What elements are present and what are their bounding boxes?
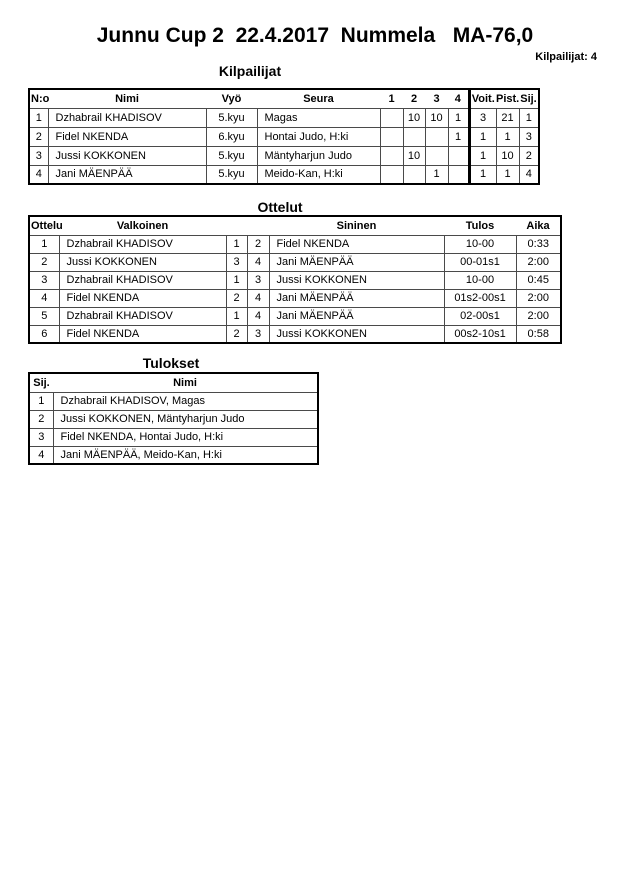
competitors-count: Kilpailijat: 4 [535,51,597,63]
cell-wins: 1 [469,127,496,146]
cell-belt: 6.kyu [206,127,257,146]
cell-r4: 1 [448,127,469,146]
cell-r1 [380,165,403,184]
cell-result: 02-00s1 [444,307,516,325]
cell-place: 1 [29,392,53,410]
table-row [29,127,539,146]
cell-no: 3 [29,146,48,165]
cell-name: Jussi KOKKONEN, Mäntyharjun Judo [53,410,318,428]
cell-name: Jani MÄENPÄÄ, Meido-Kan, H:ki [53,446,318,464]
cell-no: 1 [29,108,48,127]
cell-blue-no: 2 [247,235,269,253]
cell-wins: 1 [469,165,496,184]
cell-r3 [425,127,448,146]
cell-match-no: 3 [29,271,59,289]
cell-white-no: 1 [226,271,247,289]
cell-r2 [403,127,425,146]
col-header-white: Valkoinen [59,216,226,235]
competitors-header-row [29,89,539,108]
cell-white-name: Fidel NKENDA [59,325,226,343]
cell-match-no: 4 [29,289,59,307]
cell-result: 10-00 [444,271,516,289]
cell-r1 [380,108,403,127]
cell-no: 4 [29,165,48,184]
cell-r2 [403,165,425,184]
col-header-place: Sij. [29,373,53,392]
event-title: Junnu Cup 2 22.4.2017 Nummela MA-76,0 [96,24,534,47]
table-row [29,289,561,307]
cell-blue-no: 4 [247,307,269,325]
cell-result: 00s2-10s1 [444,325,516,343]
table-row [29,108,539,127]
cell-time: 0:45 [516,271,561,289]
col-header-club: Seura [257,89,380,108]
col-header-belt: Vyö [206,89,257,108]
table-row [29,325,561,343]
cell-blue-name: Fidel NKENDA [269,235,444,253]
table-row [29,253,561,271]
cell-club: Magas [257,108,380,127]
cell-result: 10-00 [444,235,516,253]
cell-time: 0:33 [516,235,561,253]
cell-name: Jussi KOKKONEN [48,146,206,165]
table-row [29,146,539,165]
cell-no: 2 [29,127,48,146]
cell-r4 [448,165,469,184]
results-header-row [29,373,318,392]
cell-club: Meido-Kan, H:ki [257,165,380,184]
cell-white-name: Dzhabrail KHADISOV [59,307,226,325]
cell-place: 1 [519,108,539,127]
cell-name: Dzhabrail KHADISOV [48,108,206,127]
table-row [29,235,561,253]
matches-table [28,215,562,344]
col-header-result: Tulos [444,216,516,235]
results-table [28,372,319,465]
cell-blue-no: 4 [247,289,269,307]
cell-club: Mäntyharjun Judo [257,146,380,165]
col-header-match: Ottelu [29,216,59,235]
cell-r1 [380,127,403,146]
cell-white-no: 1 [226,235,247,253]
cell-time: 2:00 [516,289,561,307]
cell-result: 00-01s1 [444,253,516,271]
cell-place: 3 [29,428,53,446]
cell-result: 01s2-00s1 [444,289,516,307]
cell-r3 [425,146,448,165]
cell-points: 1 [496,127,519,146]
table-row [29,307,561,325]
col-header-wins: Voit. [469,89,496,108]
cell-time: 2:00 [516,307,561,325]
cell-white-no: 2 [226,289,247,307]
cell-blue-name: Jussi KOKKONEN [269,271,444,289]
cell-name: Fidel NKENDA, Hontai Judo, H:ki [53,428,318,446]
cell-place: 4 [519,165,539,184]
cell-r2: 10 [403,108,425,127]
table-row [29,165,539,184]
table-row [29,410,318,428]
cell-r3: 10 [425,108,448,127]
cell-place: 4 [29,446,53,464]
cell-club: Hontai Judo, H:ki [257,127,380,146]
col-header-r4: 4 [448,89,469,108]
cell-wins: 3 [469,108,496,127]
cell-blue-no: 3 [247,271,269,289]
cell-white-no: 2 [226,325,247,343]
cell-r4: 1 [448,108,469,127]
cell-match-no: 2 [29,253,59,271]
cell-place: 2 [29,410,53,428]
cell-blue-name: Jani MÄENPÄÄ [269,307,444,325]
col-header-r1: 1 [380,89,403,108]
cell-white-name: Dzhabrail KHADISOV [59,271,226,289]
cell-blue-no: 3 [247,325,269,343]
col-header-no: N:o [29,89,48,108]
matches-header-row [29,216,561,235]
table-row [29,428,318,446]
cell-white-name: Fidel NKENDA [59,289,226,307]
table-row [29,392,318,410]
col-header-r2: 2 [403,89,425,108]
col-header-blue-no [247,216,269,235]
cell-r2: 10 [403,146,425,165]
cell-match-no: 5 [29,307,59,325]
section-caption-matches: Ottelut [257,199,303,215]
cell-points: 10 [496,146,519,165]
col-header-time: Aika [516,216,561,235]
cell-blue-name: Jani MÄENPÄÄ [269,289,444,307]
cell-white-no: 3 [226,253,247,271]
col-header-white-no [226,216,247,235]
cell-belt: 5.kyu [206,146,257,165]
cell-blue-no: 4 [247,253,269,271]
col-header-name: Nimi [48,89,206,108]
competitors-table [28,88,540,185]
cell-blue-name: Jussi KOKKONEN [269,325,444,343]
cell-time: 0:58 [516,325,561,343]
table-row [29,271,561,289]
col-header-blue: Sininen [269,216,444,235]
cell-r1 [380,146,403,165]
cell-match-no: 1 [29,235,59,253]
section-caption-competitors: Kilpailijat [218,63,282,79]
cell-place: 3 [519,127,539,146]
cell-place: 2 [519,146,539,165]
cell-wins: 1 [469,146,496,165]
cell-white-no: 1 [226,307,247,325]
col-header-place: Sij. [519,89,539,108]
cell-white-name: Jussi KOKKONEN [59,253,226,271]
col-header-name: Nimi [53,373,318,392]
cell-name: Fidel NKENDA [48,127,206,146]
cell-r4 [448,146,469,165]
col-header-r3: 3 [425,89,448,108]
col-header-points: Pist. [496,89,519,108]
cell-belt: 5.kyu [206,165,257,184]
cell-name: Jani MÄENPÄÄ [48,165,206,184]
cell-white-name: Dzhabrail KHADISOV [59,235,226,253]
cell-belt: 5.kyu [206,108,257,127]
cell-points: 1 [496,165,519,184]
cell-r3: 1 [425,165,448,184]
section-caption-results: Tulokset [142,355,200,371]
table-row [29,446,318,464]
cell-blue-name: Jani MÄENPÄÄ [269,253,444,271]
cell-match-no: 6 [29,325,59,343]
cell-name: Dzhabrail KHADISOV, Magas [53,392,318,410]
cell-points: 21 [496,108,519,127]
cell-time: 2:00 [516,253,561,271]
